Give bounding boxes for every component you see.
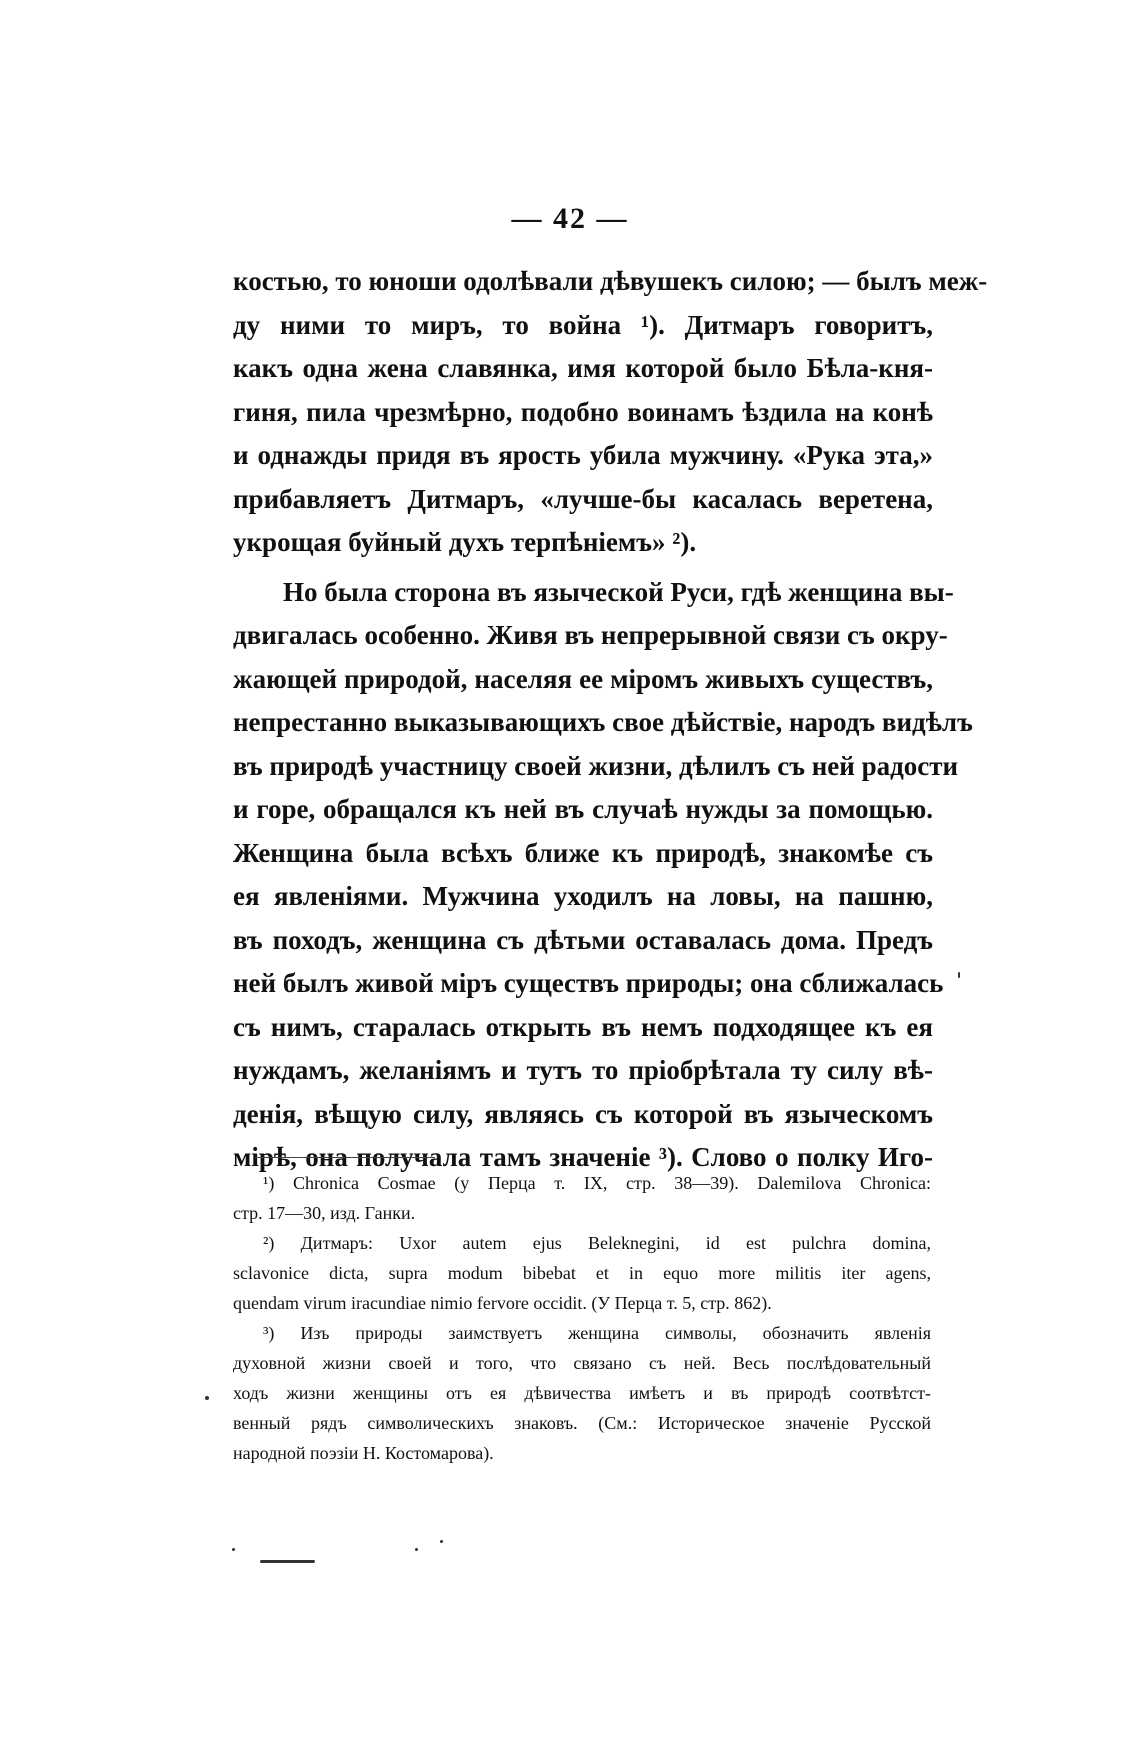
footnote-line: народной поэзіи Н. Костомарова). xyxy=(233,1443,494,1463)
page-number: — 42 — xyxy=(511,202,629,235)
text-line: и однажды придя въ ярость убила мужчину. «Рука эта,» xyxy=(233,440,933,470)
text-line: прибавляетъ Дитмаръ, «лучше-бы касалась веретена, xyxy=(233,483,933,514)
footnote-line: ²) Дитмаръ: Uxor autem ejus Beleknegini, id est pulchra domina, xyxy=(263,1233,931,1253)
text-line: Женщина была всѣхъ ближе къ природѣ, знакомѣе съ xyxy=(233,837,933,868)
text-line: и горе, обращался къ ней въ случаѣ нужды за помощью. xyxy=(233,794,933,824)
scan-speck xyxy=(958,972,960,978)
text-line: съ нимъ, старалась открыть въ немъ подходящее къ ея xyxy=(233,1011,933,1042)
footnote-line: ¹) Chronica Cosmae (у Перца т. IX, стр. 38—39). Dalemilova Chronica: xyxy=(263,1173,931,1193)
text-line: мірѣ, она получала тамъ значеніе ³). Слово о полку Иго- xyxy=(233,1142,933,1172)
text-line: ея явленіями. Мужчина уходилъ на ловы, на пашню, xyxy=(233,881,933,911)
footnote-separator xyxy=(255,1157,435,1158)
scan-speck xyxy=(415,1548,418,1551)
scan-speck xyxy=(440,1540,443,1543)
main-text xyxy=(233,260,988,1180)
text-line: костью, то юноши одолѣвали дѣвушекъ силою; — былъ меж- xyxy=(233,266,988,296)
footnote-line: венный рядъ символическихъ знаковъ. (См.: Историческое значеніе Русской xyxy=(233,1413,931,1433)
text-line: денія, вѣщую силу, являясь съ которой въ языческомъ xyxy=(233,1098,933,1129)
text-line: нуждамъ, желаніямъ и тутъ то пріобрѣтала ту силу вѣ- xyxy=(233,1055,933,1085)
text-line: укрощая буйный духъ терпѣніемъ» ²). xyxy=(233,527,697,557)
text-line: въ природѣ участницу своей жизни, дѣлилъ съ ней радости xyxy=(233,750,959,781)
text-line: двигалась особенно. Живя въ непрерывной связи съ окру- xyxy=(233,620,948,650)
text-line: непрестанно выказывающихъ свое дѣйствіе, народъ видѣлъ xyxy=(233,707,973,737)
footnote-line: ³) Изъ природы заимствуетъ женщина символы, обозначить явленія xyxy=(263,1323,931,1343)
footnote-line: sclavonice dicta, supra modum bibebat et in equo more militis iter agens, xyxy=(233,1263,931,1283)
text-line: гиня, пила чрезмѣрно, подобно воинамъ ѣздила на конѣ xyxy=(233,396,933,427)
text-line: въ походъ, женщина съ дѣтьми оставалась дома. Предъ xyxy=(233,924,933,955)
text-line: ней былъ живой міръ существъ природы; она сближалась xyxy=(233,968,944,998)
footnote-line: духовной жизни своей и того, что связано съ ней. Весь послѣдовательный xyxy=(233,1353,931,1373)
scan-smudge xyxy=(260,1560,315,1563)
text-line: ду ними то миръ, то война ¹). Дитмаръ говоритъ, xyxy=(233,309,933,340)
scan-speck xyxy=(232,1548,235,1551)
footnote-line: quendam virum iracundiae nimio fervore occidit. (У Перца т. 5, стр. 862). xyxy=(233,1293,772,1313)
scan-speck xyxy=(205,1396,209,1400)
footnote-line: стр. 17—30, изд. Ганки. xyxy=(233,1203,416,1223)
footnotes xyxy=(233,1168,931,1468)
footnote-line: ходъ жизни женщины отъ ея дѣвичества имѣетъ и въ природѣ соотвѣтст- xyxy=(233,1383,931,1403)
text-line: жающей природой, населяя ее міромъ живыхъ существъ, xyxy=(233,663,933,694)
text-line: какъ одна жена славянка, имя которой было Бѣла-кня- xyxy=(233,353,933,383)
text-line: Но была сторона въ языческой Руси, гдѣ женщина вы- xyxy=(283,576,954,607)
